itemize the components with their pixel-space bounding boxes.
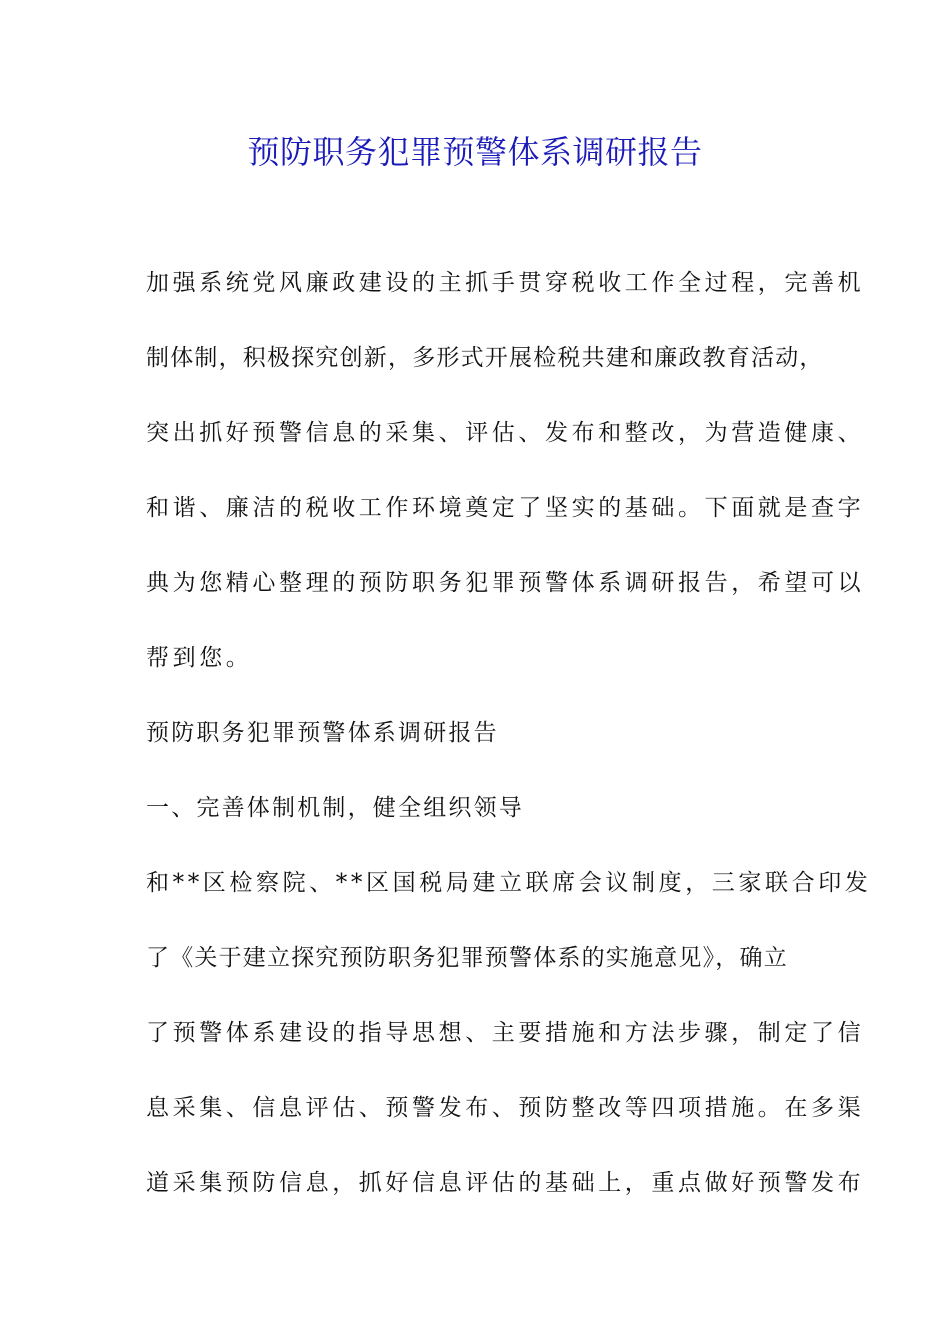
section-heading: 一、完善体制机制，健全组织领导 xyxy=(146,795,524,821)
intro-line-4: 和谐、廉洁的税收工作环境奠定了坚实的基础。下面就是查字 xyxy=(146,495,865,521)
intro-line-3: 突出抓好预警信息的采集、评估、发布和整改，为营造健康、 xyxy=(146,420,865,446)
document-title: 预防职务犯罪预警体系调研报告 xyxy=(247,133,703,171)
report-subtitle: 预防职务犯罪预警体系调研报告 xyxy=(146,720,499,746)
body-line-1: 和**区检察院、**区国税局建立联席会议制度，三家联合印发 xyxy=(146,870,872,896)
intro-line-2: 制体制，积极探究创新，多形式开展检税共建和廉政教育活动， xyxy=(146,345,824,371)
body-line-2: 了《关于建立探究预防职务犯罪预警体系的实施意见》，确立 xyxy=(146,945,788,971)
intro-line-6: 帮到您。 xyxy=(146,645,253,671)
intro-line-1: 加强系统党风廉政建设的主抓手贯穿税收工作全过程，完善机 xyxy=(146,270,865,296)
intro-line-5: 典为您精心整理的预防职务犯罪预警体系调研报告，希望可以 xyxy=(146,570,865,596)
body-line-5: 道采集预防信息，抓好信息评估的基础上，重点做好预警发布 xyxy=(146,1170,865,1196)
body-line-3: 了预警体系建设的指导思想、主要措施和方法步骤，制定了信 xyxy=(146,1020,865,1046)
body-line-4: 息采集、信息评估、预警发布、预防整改等四项措施。在多渠 xyxy=(146,1095,865,1121)
